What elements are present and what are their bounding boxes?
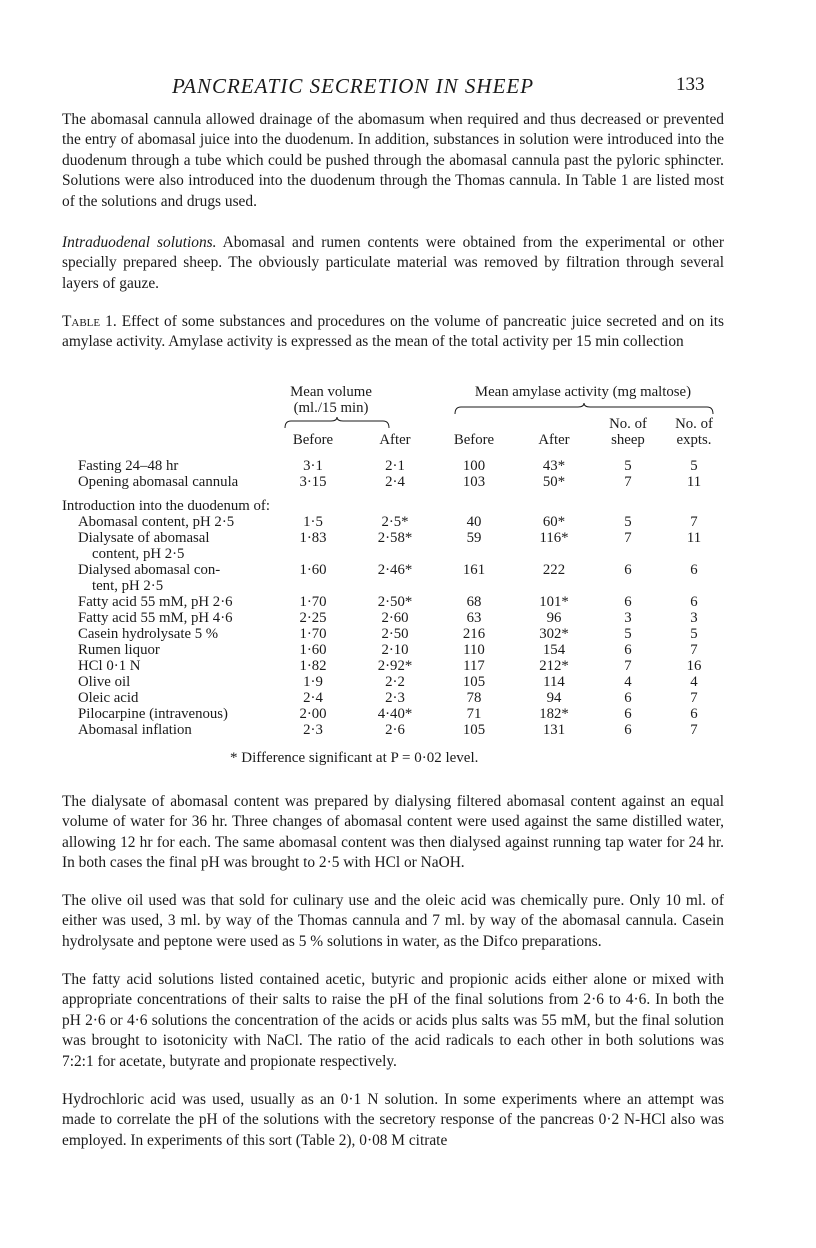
row-label: Olive oil xyxy=(78,674,131,690)
cell-volume-after: 2·46* xyxy=(377,562,413,578)
cell-sheep: 5 xyxy=(624,626,632,642)
cell-expts: 7 xyxy=(690,722,698,738)
cell-volume-after: 2·10 xyxy=(381,642,409,658)
cell-expts: 11 xyxy=(686,530,702,546)
row-label: Opening abomasal cannula xyxy=(78,474,239,490)
col-sheep-2: sheep xyxy=(611,432,645,448)
cell-amylase-after: 101* xyxy=(539,594,569,610)
cell-amylase-after: 114 xyxy=(543,674,565,690)
row-label: Abomasal inflation xyxy=(78,722,192,738)
cell-volume-after: 2·1 xyxy=(385,458,405,474)
cell-amylase-before: 71 xyxy=(466,706,482,722)
paragraph-dialysate: The dialysate of abomasal content was prepared by dialysing filtered abomasal content against an equal volume of water for 36 hr. Three changes of abomasal content were used against the same distilled water, allowing 12 hr for each. The same abomasal content was then dialysed against running tap water for 24 hr. In both cases the final pH was brought to 2·5 with HCl or NaOH. xyxy=(62,793,724,872)
cell-expts: 4 xyxy=(690,674,698,690)
cell-amylase-after: 43* xyxy=(542,458,566,474)
brace-volume xyxy=(284,416,390,430)
col-sheep: No. of xyxy=(609,416,647,432)
cell-sheep: 5 xyxy=(624,458,632,474)
cell-volume-after: 4·40* xyxy=(377,706,413,722)
header-mean-volume: Mean volume xyxy=(290,384,372,400)
cell-volume-before: 1·9 xyxy=(303,674,323,690)
cell-volume-before: 1·82 xyxy=(299,658,327,674)
row-label: Dialysate of abomasal xyxy=(78,530,210,546)
row-label: Fatty acid 55 mM, pH 2·6 xyxy=(78,594,233,610)
cell-expts: 5 xyxy=(690,458,698,474)
col-volume-after: After xyxy=(379,432,411,448)
row-label: Fatty acid 55 mM, pH 4·6 xyxy=(78,610,233,626)
cell-sheep: 6 xyxy=(624,594,632,610)
row-label: Pilocarpine (intravenous) xyxy=(78,706,228,722)
running-title: PANCREATIC SECRETION IN SHEEP xyxy=(172,74,535,98)
cell-amylase-after: 222 xyxy=(542,562,566,578)
cell-volume-before: 2·3 xyxy=(303,722,323,738)
cell-expts: 7 xyxy=(690,690,698,706)
cell-volume-before: 3·15 xyxy=(299,474,327,490)
cell-volume-before: 1·83 xyxy=(299,530,327,546)
page-number: 133 xyxy=(676,74,705,95)
cell-amylase-before: 59 xyxy=(466,530,482,546)
cell-sheep: 6 xyxy=(624,690,632,706)
row-label: Dialysed abomasal con- xyxy=(78,562,221,578)
cell-amylase-before: 78 xyxy=(466,690,482,706)
cell-amylase-after: 94 xyxy=(546,690,562,706)
cell-volume-before: 2·25 xyxy=(299,610,327,626)
cell-sheep: 6 xyxy=(624,562,632,578)
table-section-heading: Introduction into the duodenum of: xyxy=(62,498,270,514)
cell-amylase-after: 60* xyxy=(542,514,566,530)
cell-amylase-after: 131 xyxy=(542,722,566,738)
paragraph-body: Abomasal and rumen contents were obtained from the experimental or other specially prepared sheep. The obviously particulate material was removed by filtration through several layers of gauze. xyxy=(62,234,725,292)
cell-volume-before: 2·00 xyxy=(299,706,327,722)
cell-sheep: 4 xyxy=(624,674,632,690)
col-volume-before: Before xyxy=(292,432,334,448)
row-label: Oleic acid xyxy=(78,690,139,706)
cell-amylase-after: 96 xyxy=(546,610,562,626)
row-label: HCl 0·1 N xyxy=(78,658,141,674)
cell-sheep: 3 xyxy=(624,610,632,626)
cell-volume-before: 1·70 xyxy=(299,594,327,610)
row-label: Rumen liquor xyxy=(78,642,160,658)
cell-expts: 7 xyxy=(690,642,698,658)
cell-amylase-before: 216 xyxy=(462,626,486,642)
cell-expts: 16 xyxy=(686,658,702,674)
table-caption xyxy=(62,312,724,353)
table-label: Table 1. xyxy=(62,313,117,330)
page-header xyxy=(0,74,816,104)
row-label: Casein hydrolysate 5 % xyxy=(78,626,219,642)
cell-sheep: 5 xyxy=(624,514,632,530)
cell-volume-after: 2·2 xyxy=(385,674,405,690)
col-amylase-after: After xyxy=(538,432,570,448)
cell-volume-before: 3·1 xyxy=(303,458,323,474)
cell-amylase-before: 117 xyxy=(463,658,485,674)
cell-sheep: 6 xyxy=(624,722,632,738)
cell-amylase-after: 302* xyxy=(539,626,569,642)
paragraph-cannula: The abomasal cannula allowed drainage of the abomasum when required and thus decreased or prevented the entry of abomasal juice into the duodenum. In addition, substances in solution were introduced into the duodenum through a tube which could be pushed through the abomasal cannula past the pyloric sphincter. Solutions were also introduced into the duodenum through the Thomas cannula. In Table 1 are listed most of the solutions and drugs used. xyxy=(62,111,724,210)
paragraph-olive-oil: The olive oil used was that sold for culinary use and the oleic acid was chemically pure. Only 10 ml. of either was used, 3 ml. by way of the Thomas cannula and 7 ml. by way of the abomasal cannula. Casein hydrolysate and peptone were used as 5 % solutions in water, as the Difco preparations. xyxy=(62,892,724,950)
cell-volume-after: 2·3 xyxy=(385,690,405,706)
cell-amylase-after: 212* xyxy=(539,658,569,674)
row-label-continuation: tent, pH 2·5 xyxy=(92,578,164,594)
cell-expts: 6 xyxy=(690,562,698,578)
row-label: Abomasal content, pH 2·5 xyxy=(78,514,235,530)
col-expts: No. of xyxy=(675,416,713,432)
cell-amylase-before: 103 xyxy=(462,474,486,490)
col-amylase-before: Before xyxy=(453,432,495,448)
cell-expts: 11 xyxy=(686,474,702,490)
header-mean-amylase: Mean amylase activity (mg maltose) xyxy=(474,384,692,400)
cell-sheep: 7 xyxy=(624,474,632,490)
cell-sheep: 6 xyxy=(624,706,632,722)
cell-volume-after: 2·58* xyxy=(377,530,413,546)
paragraph-intraduodenal xyxy=(62,233,724,294)
cell-amylase-before: 110 xyxy=(463,642,485,658)
paragraph-hydrochloric: Hydrochloric acid was used, usually as an 0·1 N solution. In some experiments where an attempt was made to correlate the pH of the solutions with the secretory response of the pancreas 0·2 N-HCl also was employed. In experiments of this sort (Table 2), 0·08 M citrate xyxy=(62,1091,724,1149)
cell-amylase-before: 105 xyxy=(462,722,486,738)
cell-expts: 6 xyxy=(690,706,698,722)
cell-amylase-after: 50* xyxy=(542,474,566,490)
cell-volume-after: 2·6 xyxy=(385,722,405,738)
table-caption-text: Effect of some substances and procedures on the volume of pancreatic juice secreted and on its amylase activity. Amylase activity is expressed as the mean of the total activity per 15 min collection xyxy=(62,313,724,351)
cell-volume-after: 2·60 xyxy=(381,610,409,626)
cell-expts: 6 xyxy=(690,594,698,610)
table-1 xyxy=(62,382,724,762)
table-footnote: * Difference significant at P = 0·02 level. xyxy=(230,750,479,766)
row-label: Fasting 24–48 hr xyxy=(78,458,179,474)
cell-amylase-before: 105 xyxy=(462,674,486,690)
cell-amylase-before: 161 xyxy=(462,562,486,578)
cell-volume-before: 1·70 xyxy=(299,626,327,642)
header-mean-volume-units: (ml./15 min) xyxy=(293,400,369,416)
cell-amylase-after: 182* xyxy=(539,706,569,722)
cell-volume-after: 2·50 xyxy=(381,626,409,642)
cell-amylase-before: 40 xyxy=(466,514,482,530)
cell-amylase-before: 68 xyxy=(466,594,482,610)
cell-expts: 3 xyxy=(690,610,698,626)
col-expts-2: expts. xyxy=(676,432,712,448)
cell-volume-before: 2·4 xyxy=(303,690,323,706)
cell-volume-after: 2·4 xyxy=(385,474,405,490)
cell-expts: 5 xyxy=(690,626,698,642)
cell-amylase-after: 154 xyxy=(542,642,566,658)
brace-amylase xyxy=(454,402,714,416)
paragraph-fatty-acid: The fatty acid solutions listed contained acetic, butyric and propionic acids either alone or mixed with appropriate concentrations of their salts to raise the pH of the final solutions from 2·6 to 4·6. In both the pH 2·6 or 4·6 solutions the concentration of the acids or acids plus salts was 55 mM, but the final solution was brought to isotonicity with NaCl. The ratio of the acid radicals to each other in both solutions was 7:2:1 for acetate, butyrate and propionate respectively. xyxy=(62,971,724,1070)
cell-expts: 7 xyxy=(690,514,698,530)
cell-volume-before: 1·60 xyxy=(299,642,327,658)
paragraph-heading: Intraduodenal solutions. xyxy=(62,234,217,251)
cell-sheep: 7 xyxy=(624,658,632,674)
row-label-continuation: content, pH 2·5 xyxy=(92,546,185,562)
cell-amylase-before: 63 xyxy=(466,610,482,626)
cell-amylase-before: 100 xyxy=(462,458,486,474)
cell-volume-before: 1·5 xyxy=(303,514,323,530)
cell-sheep: 7 xyxy=(624,530,632,546)
cell-volume-after: 2·50* xyxy=(377,594,413,610)
cell-sheep: 6 xyxy=(624,642,632,658)
cell-volume-before: 1·60 xyxy=(299,562,327,578)
cell-volume-after: 2·5* xyxy=(381,514,409,530)
cell-amylase-after: 116* xyxy=(539,530,569,546)
cell-volume-after: 2·92* xyxy=(377,658,413,674)
